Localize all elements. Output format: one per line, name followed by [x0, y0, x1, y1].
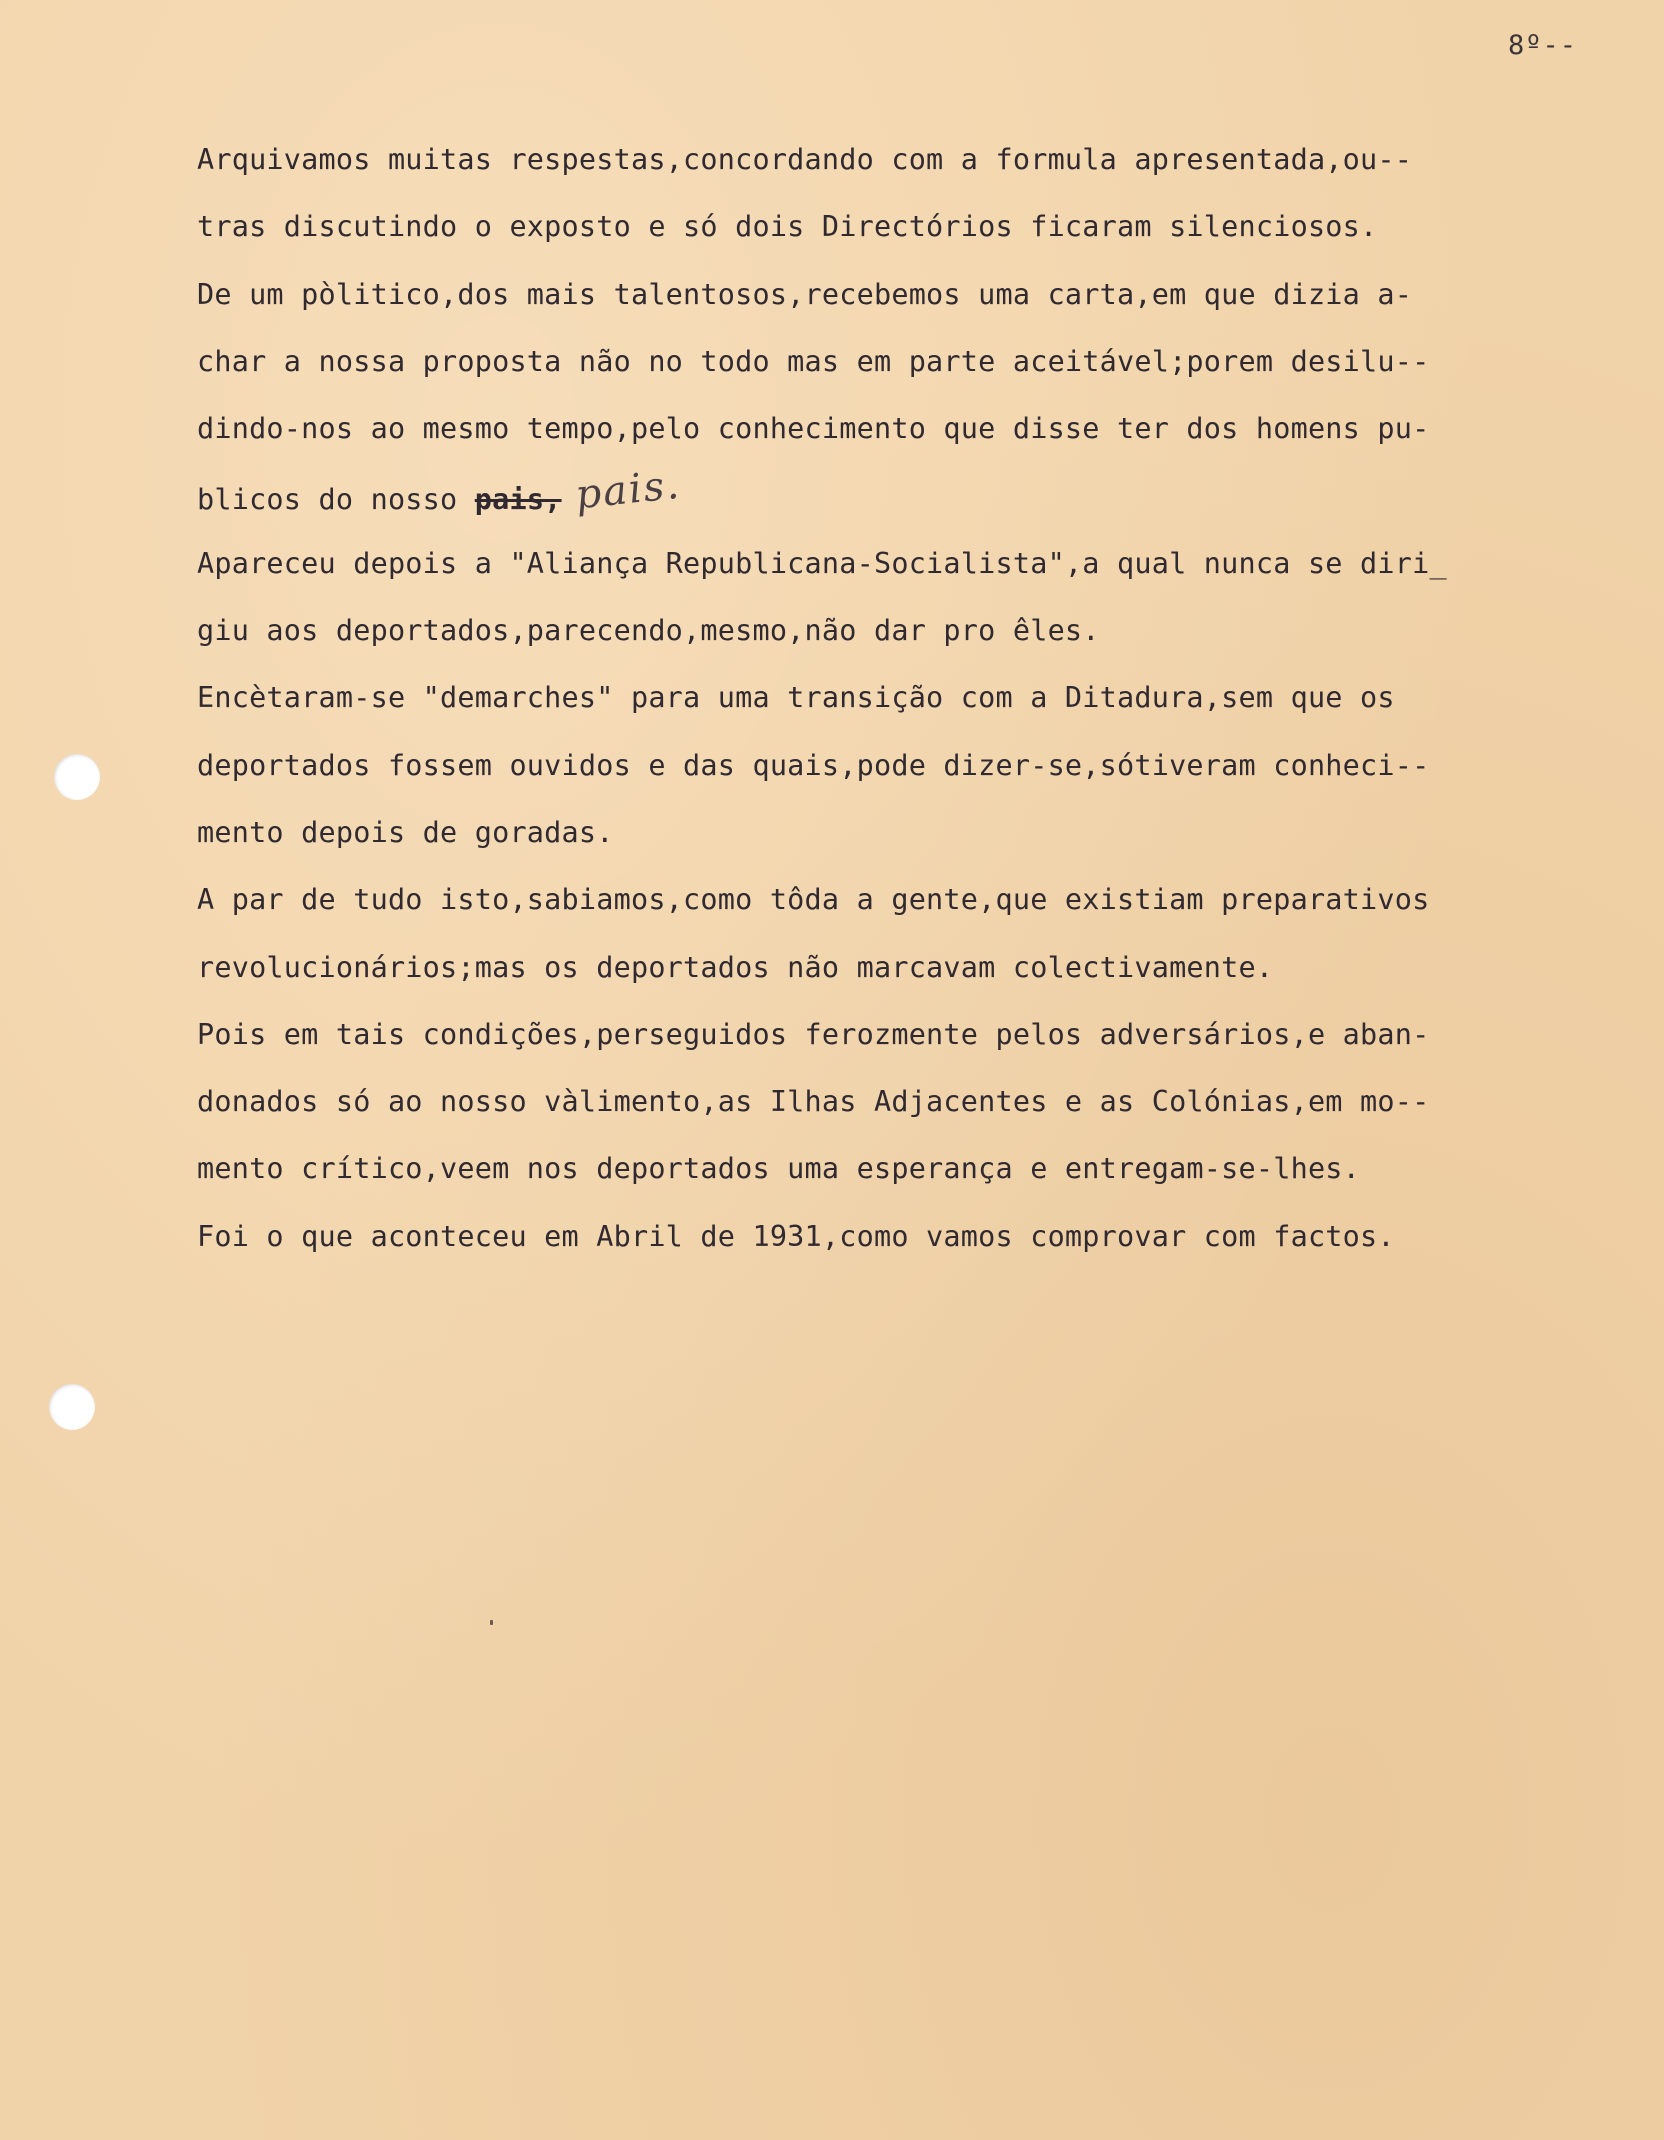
handwritten-correction: pais.: [572, 462, 683, 519]
struck-word: pais,: [474, 483, 562, 517]
text-line: Foi o que aconteceu em Abril de 1931,como vamos comprovar com factos.: [197, 1219, 1395, 1253]
text-line: mento depois de goradas.: [197, 815, 614, 849]
text-line: giu aos deportados,parecendo,mesmo,não dar pro êles.: [197, 614, 1100, 648]
text-line: mento crítico,veem nos deportados uma esperança e entregam-se-lhes.: [197, 1152, 1361, 1186]
paper-speck: [490, 1620, 493, 1625]
punch-hole: [54, 754, 100, 800]
text-line: Arquivamos muitas respestas,concordando com a formula apresentada,ou--: [197, 143, 1413, 176]
line-prefix: blicos do nosso: [197, 483, 475, 517]
text-line: Encètaram-se "demarches" para uma transição com a Ditadura,sem que os: [197, 681, 1395, 715]
text-line: tras discutindo o exposto e só dois Directórios ficaram silenciosos.: [197, 210, 1378, 244]
text-line: deportados fossem ouvidos e das quais,pode dizer-se,sótiveram conheci--: [197, 748, 1430, 782]
text-line-correction: [197, 462, 1617, 543]
text-line: revolucionários;mas os deportados não marcavam colectivamente.: [197, 950, 1274, 984]
text-line: A par de tudo isto,sabiamos,como tôda a gente,que existiam preparativos: [197, 883, 1430, 917]
text-line: De um pòlitico,dos mais talentosos,recebemos uma carta,em que dizia a-: [197, 277, 1413, 311]
typed-text-body: [197, 140, 1617, 1284]
text-line: Pois em tais condições,perseguidos ferozmente pelos adversários,e aban-: [197, 1017, 1430, 1051]
text-line: dindo-nos ao mesmo tempo,pelo conhecimento que disse ter dos homens pu-: [197, 412, 1430, 446]
page-number: 8º--: [1508, 30, 1578, 61]
punch-hole: [49, 1384, 95, 1430]
text-line: donados só ao nosso vàlimento,as Ilhas Adjacentes e as Colónias,em mo--: [197, 1085, 1430, 1119]
text-line: Apareceu depois a "Aliança Republicana-Socialista",a qual nunca se diri_: [197, 546, 1447, 580]
text-line: char a nossa proposta não no todo mas em parte aceitável;porem desilu--: [197, 344, 1430, 378]
